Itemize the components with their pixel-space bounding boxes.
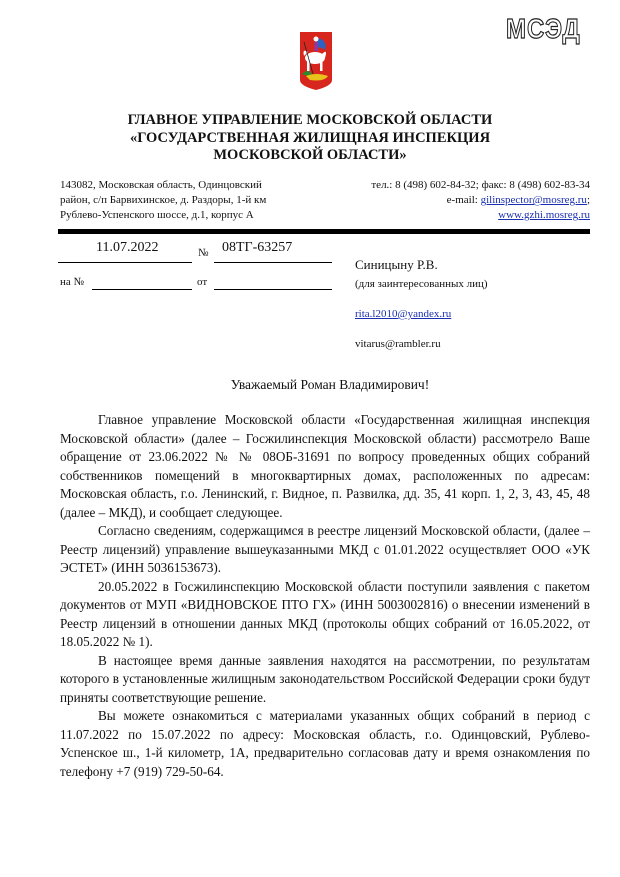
email-label: e-mail:	[446, 194, 481, 206]
org-email-link[interactable]: gilinspector@mosreg.ru	[480, 194, 587, 206]
body-paragraph: В настоящее время данные заявления находятся на рассмотрении, по результатам которого в установленные жилищным законодательством Российской Федерации сроки будут приняты соответствующие решение.	[60, 652, 590, 705]
org-title-line: ГЛАВНОЕ УПРАВЛЕНИЕ МОСКОВСКОЙ ОБЛАСТИ	[127, 112, 493, 128]
body-paragraph: 20.05.2022 в Госжилинспекцию Московской области поступили заявления с пакетом документов от МУП «ВИДНОВСКОЕ ПТО ГХ» (ИНН 5003002816) о внесении изменений в Реестр лицензий в отношении данных МКД (протоколы общих собраний от 16.05.2022, от 18.05.2022 № 1).	[60, 578, 590, 649]
phone-fax: тел.: 8 (498) 602-84-32; факс: 8 (498) 602-83-34	[371, 179, 590, 191]
letter-body	[60, 411, 590, 781]
date-underline	[58, 261, 192, 263]
org-title-line: «ГОСУДАРСТВЕННАЯ ЖИЛИЩНАЯ ИНСПЕКЦИЯ	[129, 129, 491, 146]
from-label: от	[197, 276, 208, 288]
recipient-email-2: vitarus@rambler.ru	[355, 338, 441, 350]
org-title-line: МОСКОВСКОЙ ОБЛАСТИ»	[213, 147, 407, 163]
from-underline	[214, 288, 332, 290]
organization-title	[60, 112, 560, 165]
msed-stamp: МСЭД	[506, 14, 581, 46]
body-paragraph: Согласно сведениям, содержащимся в реестре лицензий Московской области, (далее – Реестр лицензий) управление вышеуказанными МКД с 01.01.2022 осуществляет ООО «УК ЭСТЕТ» (ИНН 5036153673).	[60, 523, 590, 575]
outgoing-date: 11.07.2022	[96, 240, 159, 255]
address-line: 143082, Московская область, Одинцовский	[60, 179, 262, 191]
recipient-block	[355, 257, 488, 352]
salutation: Уважаемый Роман Владимирович!	[230, 377, 430, 392]
address-line: район, с/п Барвихинское, д. Раздоры, 1-й км	[60, 194, 267, 206]
recipient-name: Синицыну Р.В.	[355, 257, 438, 272]
email-suffix: ;	[586, 194, 590, 206]
address-line: Рублево-Успенского шоссе, д.1, корпус А	[60, 209, 254, 221]
recipient-email-1-link[interactable]: rita.l2010@yandex.ru	[355, 308, 452, 320]
org-website-link[interactable]: www.gzhi.mosreg.ru	[498, 209, 590, 221]
reply-to-underline	[92, 288, 192, 290]
organization-address	[60, 178, 320, 223]
body-paragraph: Главное управление Московской области «Государственная жилищная инспекция Московской области» (далее – Госжилинспекция Московской области) рассмотрело Ваше обращение от 23.06.2022 № № 08ОБ-31691 по вопросу проведенных общих собраний собственников помещений в многоквартирных домах, расположенных по адресам: Московская область, г.о. Ленинский, г. Видное, п. Развилка, дд. 35, 41 корп. 1, 2, 3, 43, 45, 48 (далее – МКД), и сообщает следующее.	[60, 412, 590, 520]
recipient-note: (для заинтересованных лиц)	[355, 278, 488, 290]
organization-contacts	[310, 178, 590, 223]
header-divider	[58, 229, 590, 234]
number-sign: №	[198, 247, 209, 259]
body-paragraph: Вы можете ознакомиться с материалами указанных общих собраний в период с 11.07.2022 по 15.07.2022 по адресу: Московская область, г.о. Одинцовский, Рублево-Успенское ш., 1-й километр, 1А, предварительно согласовав дату и время ознакомления по телефону +7 (919) 729-50-64.	[60, 708, 590, 779]
outgoing-number: 08ТГ-63257	[222, 240, 293, 255]
reply-to-label: на №	[60, 276, 85, 288]
email-row	[310, 193, 590, 208]
number-underline	[214, 261, 332, 263]
coat-of-arms-icon	[298, 30, 334, 92]
